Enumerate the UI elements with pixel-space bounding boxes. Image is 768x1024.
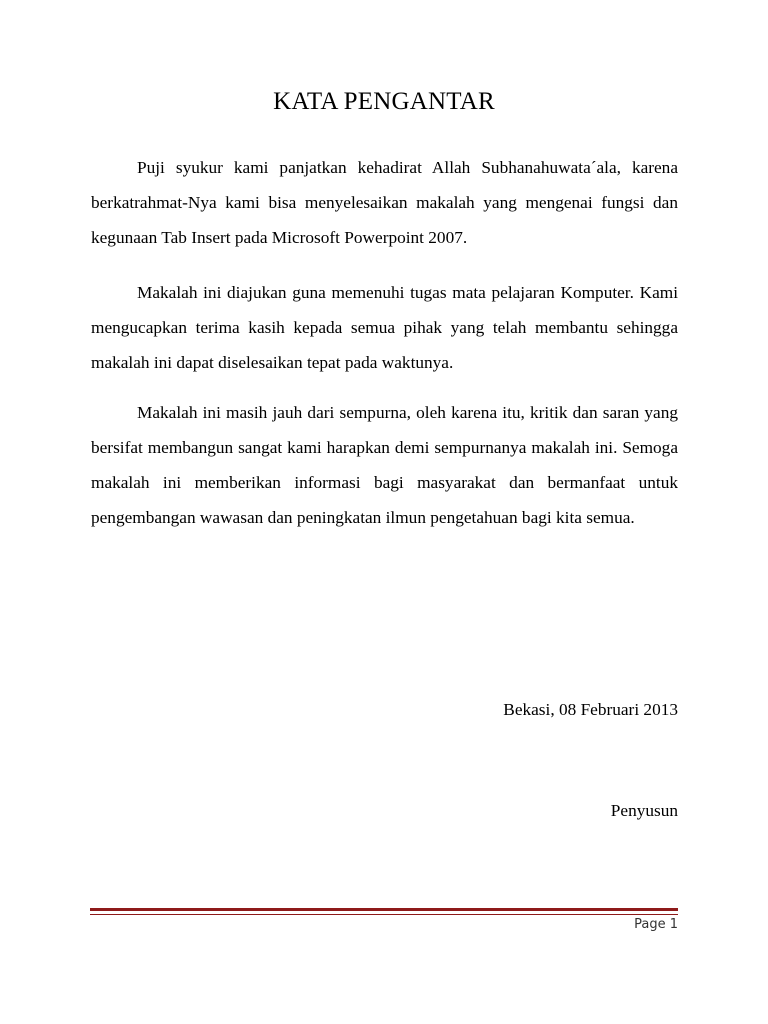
page-number: Page 1 (634, 917, 678, 932)
document-body (91, 150, 678, 555)
footer-rule-thick (90, 908, 678, 911)
page-title: KATA PENGANTAR (273, 88, 495, 115)
footer-rule-thin (90, 914, 678, 915)
paragraph-opening: Puji syukur kami panjatkan kehadirat Allah Subhanahuwata´ala, karena berkatrahmat-Nya kami bisa menyelesaikan makalah yang mengenai fungsi dan kegunaan Tab Insert pada Microsoft Powerpoint 2007. (91, 158, 678, 247)
place-date: Bekasi, 08 Februari 2013 (503, 700, 678, 719)
paragraph-purpose: Makalah ini diajukan guna memenuhi tugas mata pelajaran Komputer. Kami mengucapkan terima kasih kepada semua pihak yang telah membantu sehingga makalah ini dapat diselesaikan tepat pada waktunya. (91, 283, 678, 372)
signer-label: Penyusun (610, 801, 678, 820)
paragraph-closing: Makalah ini masih jauh dari sempurna, oleh karena itu, kritik dan saran yang bersifat membangun sangat kami harapkan demi sempurnanya makalah ini. Semoga makalah ini memberikan informasi bagi masyarakat dan bermanfaat untuk pengembangan wawasan dan peningkatan ilmun pengetahuan bagi kita semua. (91, 403, 678, 527)
